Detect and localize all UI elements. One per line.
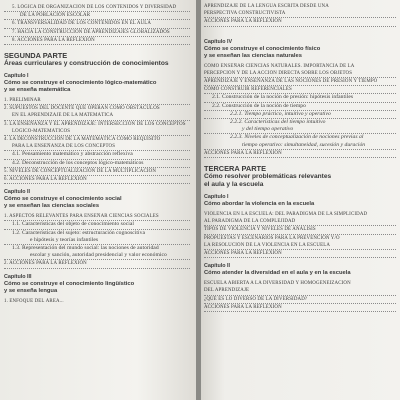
chapter-label: Capítulo I [204, 194, 229, 201]
toc-subitem[interactable]: 1.1. Características del objeto de conocimiento social [4, 221, 190, 229]
chapter-label: Capítulo III [4, 273, 32, 280]
toc-item-continuation: EN EL APRENDIZAJE DE LA MATEMÁTICA [4, 112, 190, 120]
chapter-title: Cómo abordar la violencia en la escuela [204, 201, 315, 208]
left-page [0, 0, 196, 400]
chapter-title: y se enseña matemática [4, 87, 71, 94]
chapter-label: Capítulo IV [204, 38, 233, 45]
chapter4-items [204, 63, 396, 158]
toc-subitem[interactable]: 1.2. Características del sujeto: estructuración cognoscitiva [12, 229, 146, 236]
chapterII-items [204, 280, 396, 312]
chapter-title: Cómo se construye el conocimiento lingüístico [4, 280, 135, 287]
chapter-title: y se enseñan las ciencias naturales [204, 52, 302, 59]
chapter1-items [4, 97, 190, 184]
chapterI-items [204, 211, 396, 258]
chapter-label: Capítulo II [204, 263, 231, 270]
toc-subitem[interactable]: 2.2. Construcción de la noción de tiempo [204, 103, 396, 111]
chapter-title: Cómo se construye el conocimiento social [4, 196, 122, 203]
toc-item-continuation: DEL APRENDIZAJE [204, 287, 396, 295]
toc-item-continuation: LA RESOLUCIÓN DE LA VIOLENCIA EN LA ESCUELA [204, 242, 396, 250]
toc-item[interactable]: 8. ACCIONES PARA LA REFLEXIÓN [4, 37, 190, 45]
toc-item[interactable]: 6. ACCIONES PARA LA REFLEXIÓN [4, 176, 190, 184]
toc-item-continuation: DE LA POBLACIÓN ESCOLAR [4, 12, 190, 20]
toc-subitem[interactable]: 4.1. Pensamiento matemático y abstracción reflexiva [4, 151, 190, 159]
toc-item[interactable]: 1. ASPECTOS RELEVANTES PARA ENSEÑAR CIENCIAS SOCIALES [4, 213, 190, 221]
toc-subitem[interactable]: 1.3. Representación del mundo social: las nociones de autoridad [12, 245, 159, 252]
toc-item[interactable]: 3. LA ENSEÑANZA Y EL APRENDIZAJE: INTERSECCIÓN DE LOS CONCEPTOS [4, 121, 186, 127]
left-top-list [4, 4, 190, 45]
toc-item[interactable]: CÓMO CONSTRUIR REFERENCIALES [204, 86, 396, 94]
toc-subsubitem[interactable]: 2.2.2. Características del tiempo intuitivo [230, 119, 326, 126]
toc-item[interactable]: 6. TRANSVERSALIDAD DE LOS CONTENIDOS EN EL AULA [4, 20, 190, 28]
toc-item-continuation: PERCEPCIÓN Y DE LA ACCIÓN DIRECTA SOBRE LOS OBJETOS [204, 70, 396, 78]
right-page [201, 0, 400, 400]
toc-item-continuation: e hipótesis y teorías infantiles [4, 237, 190, 245]
toc-item[interactable]: APRENDIZAJE Y ENSEÑANZA DE LAS NOCIONES DE PRESIÓN Y TIEMPO [204, 78, 396, 86]
toc-item[interactable]: 5. LÓGICA DE ORGANIZACIÓN DE LOS CONTENIDOS Y DIVERSIDAD [4, 4, 190, 12]
toc-item[interactable]: 2. SUPUESTOS DEL DOCENTE QUE OPERAN COMO OBSTÁCULOS [4, 106, 160, 112]
toc-item-continuation: escolar y sanción, autoridad presidencial y valor económico [4, 252, 190, 260]
toc-item[interactable]: 5. NIVELES DE CONCEPTUALIZACIÓN DE LA MULTIPLICACIÓN [4, 168, 190, 176]
toc-subsubitem[interactable]: 2.2.1. Tiempo práctico, intuitivo y operativo [204, 111, 396, 119]
toc-item[interactable]: ESCUELA ABIERTA A LA DIVERSIDAD Y HOMOGENEIZACIÓN [204, 281, 351, 287]
toc-item-continuation: AL PARADIGMA DE LA COMPLEJIDAD [204, 218, 396, 226]
toc-item[interactable]: ¿QUÉ ES LO DIVERSO DE LA DIVERSIDAD? [204, 296, 396, 304]
toc-item[interactable]: VIOLENCIA EN LA ESCUELA: DEL PARADIGMA DE LA SIMPLICIDAD [204, 212, 368, 218]
toc-item-continuation: LÓGICO-MATEMÁTICOS [4, 128, 190, 136]
toc-item[interactable]: ACCIONES PARA LA REFLEXIÓN [204, 150, 396, 158]
toc-item[interactable]: ACCIONES PARA LA REFLEXIÓN [204, 250, 396, 258]
toc-item[interactable]: APRENDIZAJE DE LA LENGUA ESCRITA DESDE UNA [204, 4, 329, 9]
part-subtitle: Áreas curriculares y construcción de conocimientos [4, 60, 169, 68]
toc-item[interactable]: ACCIONES PARA LA REFLEXIÓN [204, 18, 396, 26]
toc-item[interactable]: 2. ACCIONES PARA LA REFLEXIÓN [4, 260, 190, 268]
toc-item-continuation: PARA LA ENSEÑANZA DE LOS CONCEPTOS [4, 143, 190, 151]
toc-item[interactable]: TIPOS DE VIOLENCIA Y NIVELES DE ANÁLISIS [204, 226, 396, 234]
part-title: TERCERA PARTE [204, 164, 267, 174]
toc-subsubitem[interactable]: 2.2.3. Niveles de conceptualización de nociones previas al [230, 134, 364, 141]
toc-item[interactable]: 1. PRELIMINAR [4, 97, 190, 105]
toc-item[interactable]: 1. ENFOQUE DEL ÁREA... [4, 298, 64, 304]
part-subtitle: el aula y la escuela [204, 181, 264, 189]
toc-item[interactable]: 4. LA DECONSTRUCCIÓN DE LA MATEMÁTICA COMO REQUISITO [4, 137, 161, 143]
chapter-title: Cómo se construye el conocimiento físico [204, 45, 321, 52]
part-title: SEGUNDA PARTE [4, 51, 68, 61]
toc-item[interactable]: ACCIONES PARA LA REFLEXIÓN [204, 304, 396, 312]
chapter-label: Capítulo II [4, 189, 31, 196]
toc-item[interactable]: CÓMO ENSEÑAR CIENCIAS NATURALES. IMPORTANCIA DE LA [204, 63, 355, 69]
toc-subitem[interactable]: 4.2. Deconstrucción de los conceptos lógico-matemáticos [4, 160, 190, 168]
chapter-title: Cómo atender la diversidad en el aula y en la escuela [204, 270, 351, 277]
toc-item-continuation: y del tiempo operativo [204, 126, 396, 134]
chapter-label: Capítulo I [4, 73, 29, 80]
right-top-list [204, 3, 396, 27]
chapter-title: y se enseñan las ciencias sociales [4, 203, 100, 210]
toc-item[interactable]: 7. HACIA LA CONSTRUCCIÓN DE APRENDIZAJES GLOBALIZADOS [4, 29, 190, 37]
chapter-title: Cómo se construye el conocimiento lógico-matemático [4, 80, 157, 87]
part-subtitle: Cómo resolver problemáticas relevantes [204, 173, 332, 181]
toc-item-continuation: tiempo operativo: simultaneidad, sucesión y duración [204, 142, 396, 150]
toc-item[interactable]: PROPUESTAS Y ESCENARIOS PARA LA PREVENCIÓN Y/O [204, 235, 340, 241]
toc-item-continuation: PERSPECTIVA CONSTRUCTIVISTA [204, 10, 396, 18]
chapter-title: y se enseña lengua [4, 287, 58, 294]
chapter2-items [4, 213, 190, 268]
toc-subitem[interactable]: 2.1. Construcción de la noción de presión: hipótesis infantiles [204, 94, 396, 102]
